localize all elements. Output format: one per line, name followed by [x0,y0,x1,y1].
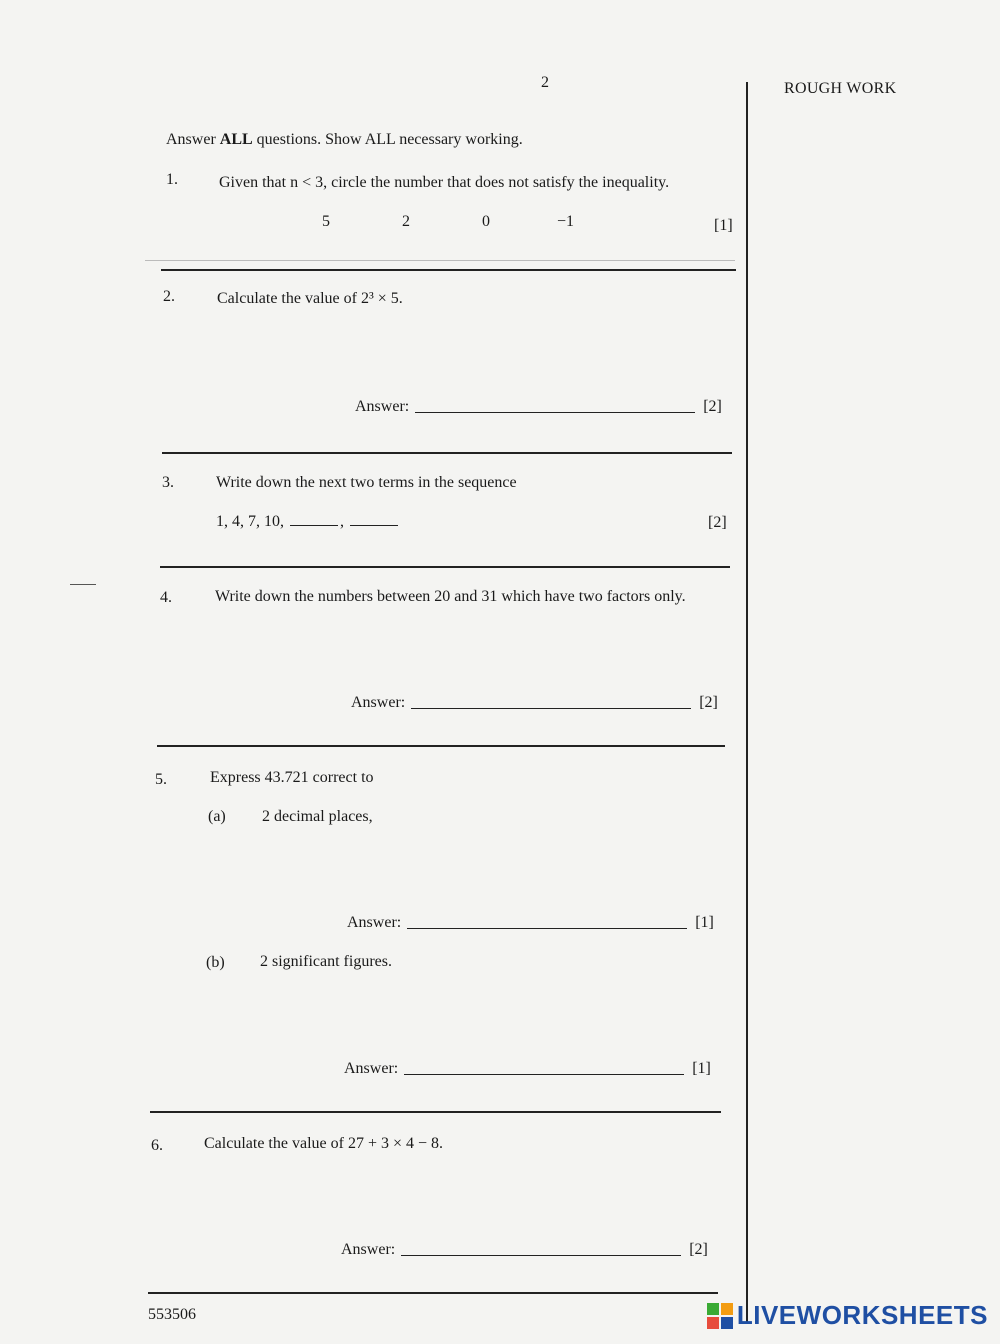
instructions-part-a: Answer [166,131,220,148]
q6-text: Calculate the value of 27 + 3 × 4 − 8. [204,1135,444,1152]
q3-sequence-row: 1, 4, 7, 10, , [216,513,400,531]
q2-marks: [2] [703,398,722,415]
q6-answer-row [341,1241,708,1259]
q5a-answer-input[interactable] [407,927,687,929]
q3-text: Write down the next two terms in the sequence [216,474,517,491]
q4-answer-input[interactable] [411,707,691,709]
q5b-marks: [1] [692,1060,711,1077]
q5b-answer-input[interactable] [404,1073,684,1075]
q2-answer-label: Answer: [355,398,410,415]
q1-number: 1. [166,171,178,188]
q3-separator [160,566,730,568]
liveworksheets-icon [707,1303,733,1329]
rough-work-label: ROUGH WORK [784,80,897,97]
q3-term-5-input[interactable] [290,525,338,526]
q1-choice-2[interactable]: 2 [402,213,410,230]
q5a-answer-row [347,914,714,932]
q5-text: Express 43.721 correct to [210,769,374,786]
q6-answer-label: Answer: [341,1241,396,1258]
q1-choice-1[interactable]: 5 [322,213,330,230]
q1-choices [322,213,597,231]
q4-answer-row [351,694,718,712]
q5a-label: (a) [208,808,226,825]
q4-answer-label: Answer: [351,694,406,711]
instructions [166,131,523,149]
margin-divider [746,82,748,1322]
q5a-marks: [1] [695,914,714,931]
q2-separator [162,452,732,454]
q2-number: 2. [163,288,175,305]
brand-name: LIVEWORKSHEETS [736,1300,988,1330]
q5a-answer-label: Answer: [347,914,402,931]
q2-answer-input[interactable] [415,411,695,413]
q5a-text: 2 decimal places, [262,808,373,825]
q4-text: Write down the numbers between 20 and 31 which have two factors only. [215,588,686,605]
q3-marks: [2] [708,514,727,531]
q5b-answer-label: Answer: [344,1060,399,1077]
brand-logo[interactable] [707,1300,988,1331]
q3-term-6-input[interactable] [350,525,398,526]
q3-number: 3. [162,474,174,491]
q1-separator [161,269,736,271]
q2-answer-row [355,398,722,416]
q5b-text: 2 significant figures. [260,953,392,970]
q5-separator [150,1111,721,1113]
q1-choice-3[interactable]: 0 [482,213,490,230]
margin-mark [70,584,96,585]
q5b-label: (b) [206,954,225,971]
q5-number: 5. [155,771,167,788]
q6-number: 6. [151,1137,163,1154]
q2-text: Calculate the value of 2³ × 5. [217,290,403,307]
q5b-answer-row [344,1060,711,1078]
q4-separator [157,745,725,747]
q1-choice-4[interactable]: −1 [557,213,575,230]
q1-text: Given that n < 3, circle the number that does not satisfy the inequality. [219,174,670,191]
instructions-part-c: questions. Show ALL necessary working. [252,131,523,148]
q6-answer-input[interactable] [401,1254,681,1256]
instructions-emphasis: ALL [219,131,253,148]
faint-rule [145,260,735,261]
q4-marks: [2] [699,694,718,711]
q6-marks: [2] [689,1241,708,1258]
q3-sequence: 1, 4, 7, 10, [216,513,284,530]
page-number: 2 [541,74,549,91]
q6-separator [148,1292,718,1294]
paper-code: 553506 [148,1306,196,1323]
q1-marks: [1] [714,217,733,234]
q4-number: 4. [160,589,172,606]
